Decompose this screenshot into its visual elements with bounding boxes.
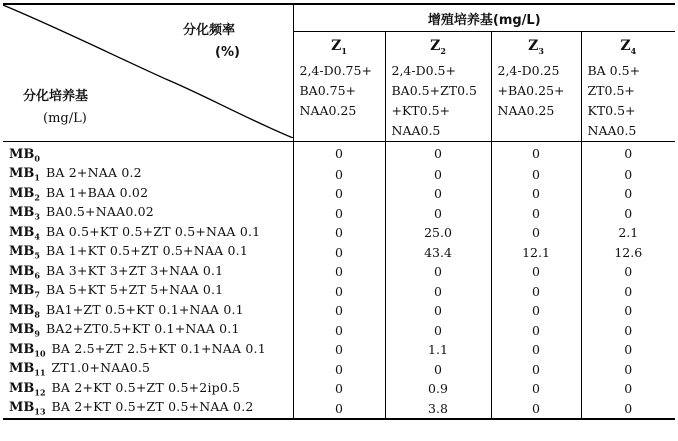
table-row [3,281,675,301]
value-z3: 0 [491,359,581,379]
medium-cell [3,184,293,204]
value-z2: 0 [385,164,491,184]
value-z3: 0 [491,281,581,301]
medium-formula: BA 2+KT 0.5+ZT 0.5+NAA 0.2 [51,399,254,415]
column-z1-name: $Z_1$ [331,38,347,56]
medium-formula: BA1+ZT 0.5+KT 0.1+NAA 0.1 [45,301,244,317]
medium-formula: BA0.5+NAA0.02 [45,204,154,220]
medium-formula: BA 0.5+KT 0.5+ZT 0.5+NAA 0.1 [45,223,261,239]
medium-cell [3,379,293,399]
value-z1: 0 [293,262,385,282]
table-row [3,242,675,262]
value-z2: 0 [385,281,491,301]
medium-id: $MB_1$ [9,166,40,183]
medium-cell [3,223,293,243]
value-z1: 0 [293,242,385,262]
value-z3: 0 [491,203,581,223]
value-z4: 0 [581,164,675,184]
freq-label: 分化频率 [183,23,236,38]
value-z2: 43.4 [385,242,491,262]
value-z4: 0 [581,184,675,204]
value-z3: 0 [491,141,581,164]
table-row [3,184,675,204]
value-z4: 0 [581,262,675,282]
medium-formula: BA 3+KT 3+ZT 3+NAA 0.1 [45,262,224,278]
value-z3: 0 [491,223,581,243]
medium-id: $MB_{12}$ [9,380,46,398]
value-z2: 0 [385,203,491,223]
value-z4: 12.6 [581,242,675,262]
medium-formula: BA2+ZT0.5+KT 0.1+NAA 0.1 [45,321,240,337]
prolif-title: 增殖培养基(mg/L) [293,4,675,32]
column-z2-name: $Z_2$ [430,38,446,56]
column-header-z2 [385,32,491,142]
value-z1: 0 [293,301,385,321]
medium-formula: BA 2+KT 0.5+ZT 0.5+2ip0.5 [51,379,241,395]
value-z1: 0 [293,223,385,243]
medium-id: $MB_8$ [9,302,40,320]
value-z4: 0 [581,301,675,321]
value-z4: 0 [581,379,675,399]
value-z3: 0 [491,164,581,184]
table-row [3,203,675,223]
column-z2-formula: 2,4-D0.5+ BA0.5+ZT0.5 +KT0.5+ NAA0.5 [391,62,477,138]
medium-formula: BA 1+KT 0.5+ZT 0.5+NAA 0.1 [45,243,248,259]
value-z1: 0 [293,184,385,204]
value-z2: 3.8 [385,398,491,419]
value-z4: 0 [581,398,675,419]
medium-cell [3,340,293,360]
value-z1: 0 [293,141,385,164]
medium-id: $MB_7$ [9,283,40,300]
value-z1: 0 [293,320,385,340]
value-z2: 0 [385,301,491,321]
table-row [3,398,675,419]
value-z4: 0 [581,281,675,301]
table-row [3,223,675,243]
value-z1: 0 [293,379,385,399]
medium-cell [3,320,293,340]
value-z3: 0 [491,379,581,399]
column-header-z3 [491,32,581,142]
medium-cell [3,262,293,282]
medium-formula: BA 2+NAA 0.2 [45,165,142,181]
medium-id: $MB_2$ [9,185,40,203]
value-z1: 0 [293,164,385,184]
value-z2: 0.9 [385,379,491,399]
medium-cell [3,301,293,321]
value-z3: 0 [491,340,581,360]
value-z2: 25.0 [385,223,491,243]
value-z3: 0 [491,398,581,419]
table-row [3,359,675,379]
value-z4: 2.1 [581,223,675,243]
medium-formula: BA 5+KT 5+ZT 5+NAA 0.1 [45,282,224,298]
medium-cell [3,203,293,223]
medium-id: $MB_6$ [9,263,40,281]
column-z3-name: $Z_3$ [528,38,544,56]
medium-cell [3,242,293,262]
column-z3-formula: 2,4-D0.25 +BA0.25+ NAA0.25 [497,62,565,118]
value-z3: 0 [491,184,581,204]
value-z1: 0 [293,359,385,379]
header-row-title [3,4,675,32]
medium-label: 分化培养基 [23,89,89,104]
table-row [3,320,675,340]
table-row [3,301,675,321]
value-z4: 0 [581,320,675,340]
value-z2: 0 [385,320,491,340]
medium-id: $MB_3$ [9,205,40,222]
value-z3: 0 [491,262,581,282]
medium-id: $MB_4$ [9,224,40,242]
table-row [3,340,675,360]
medium-id: $MB_{13}$ [9,400,46,417]
table-row [3,262,675,282]
column-z4-name: $Z_4$ [620,38,637,56]
value-z1: 0 [293,281,385,301]
value-z3: 0 [491,320,581,340]
medium-formula: ZT1.0+NAA0.5 [51,360,151,376]
medium-cell [3,164,293,184]
column-z4-formula: BA 0.5+ ZT0.5+ KT0.5+ NAA0.5 [587,62,641,138]
medium-id: $MB_{11}$ [9,361,46,378]
column-z1-formula: 2,4-D0.75+ BA0.75+ NAA0.25 [299,62,372,118]
column-header-z1 [293,32,385,142]
value-z3: 0 [491,301,581,321]
medium-unit: (mg/L) [43,111,87,126]
medium-id: $MB_9$ [9,322,40,339]
medium-id: $MB_5$ [9,244,40,261]
freq-unit: (%) [215,45,240,60]
table-body [3,141,675,419]
value-z4: 0 [581,359,675,379]
corner-header-cell [3,4,293,141]
column-header-z4 [581,32,675,142]
value-z4: 0 [581,141,675,164]
value-z3: 12.1 [491,242,581,262]
data-table-container [3,3,675,435]
value-z4: 0 [581,340,675,360]
medium-formula: BA 2.5+ZT 2.5+KT 0.1+NAA 0.1 [51,340,266,356]
table-row [3,379,675,399]
medium-cell [3,281,293,301]
differentiation-table [3,3,675,420]
value-z2: 0 [385,262,491,282]
table-row [3,164,675,184]
medium-id: $MB_0$ [9,146,40,164]
medium-cell [3,141,293,164]
medium-cell [3,398,293,419]
medium-formula: BA 1+BAA 0.02 [45,184,149,200]
value-z1: 0 [293,340,385,360]
value-z2: 1.1 [385,340,491,360]
medium-cell [3,359,293,379]
table-row [3,141,675,164]
value-z1: 0 [293,203,385,223]
value-z2: 0 [385,141,491,164]
value-z4: 0 [581,203,675,223]
value-z2: 0 [385,184,491,204]
medium-id: $MB_{10}$ [9,341,46,359]
value-z1: 0 [293,398,385,419]
value-z2: 0 [385,359,491,379]
